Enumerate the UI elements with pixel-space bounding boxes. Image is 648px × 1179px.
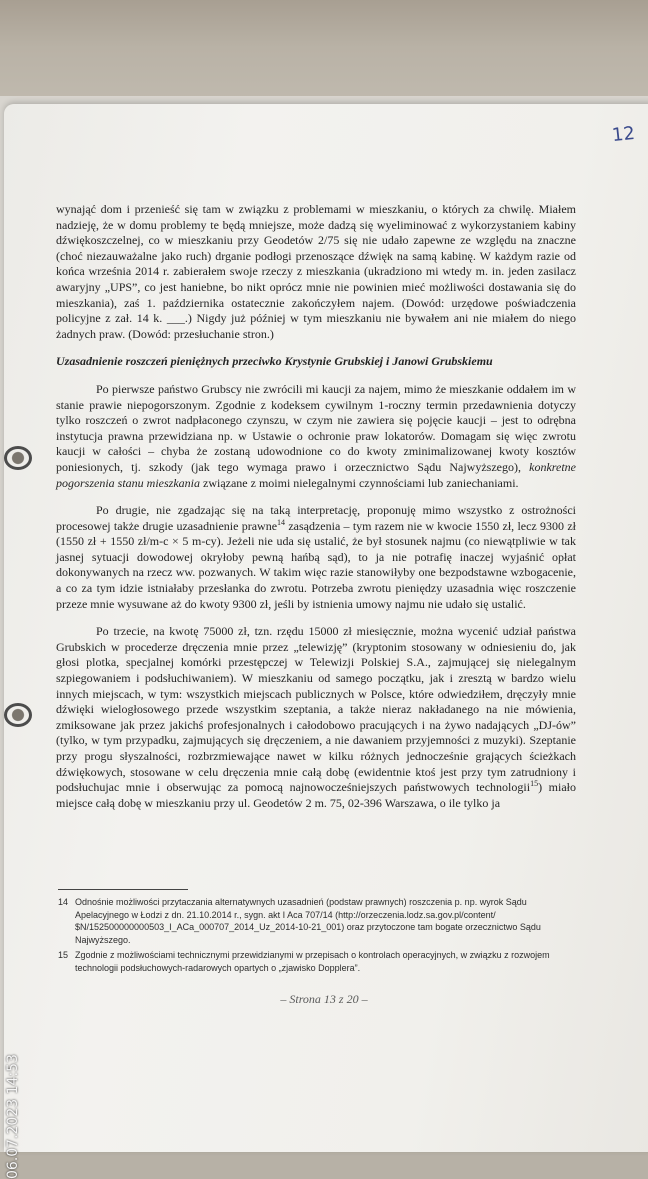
handwritten-page-number: 12 (610, 122, 636, 147)
footnote-14: 14 Odnośnie możliwości przytaczania alternatywnych uzasadnień (podstaw prawnych) roszczenia p. np. wyrok Sądu Apelacyjnego w Łodzi z dn. 21.10.2014 r., sygn. akt I Aca 707/14 (http://orzeczenia.lodz.sa.gov.pl/content/ $N/152500000000503_I_ACa_000707_2014_Uz_2014-10-21_001) oraz przytoczone tam bogate orzecznictwo Sądu Najwyższego. (58, 897, 541, 945)
section-heading: Uzasadnienie roszczeń pieniężnych przeciwko Krystynie Grubskiej i Janowi Grubskiemu (56, 354, 493, 369)
paragraph-third-claim: Po trzecie, na kwotę 75000 zł, tzn. rzędu 15000 zł miesięcznie, można wycenić udział państwa Grubskich w procederze dręczenia mnie przez „telewizję” (kryptonim stosowany w odniesieniu do, jak głosi plotka, specjalnej komórki przestępczej w Telewizji Polskiej S.A., zajmującej się nielegalnym szpiegowaniem i podsłuchiwaniem). W mieszkaniu od samego początku, jak i zresztą w bardzo wielu innych miejscach, w tym: wszystkich miejscach publicznych w Polsce, które odwiedziłem, dręczyły mnie dźwięki wielogłosowego przede wszystkim szeptania, a także nieraz nakładanego na nie mówienia, zmiksowane jak przez jakichś profesjonalnych i całodobowo pracujących i na żywo nadających „DJ-ów” (tylko, w tym przypadku, zajmujących się dręczeniem, a nie dawaniem przyjemności z muzyki). Szeptanie przy progu słyszalności, rozbrzmiewające nawet w kilku różnych jednocześnie grających ścieżkach dźwiękowych, stosowane w celu dręczenia mnie całą dobę (ewidentnie ktoś jest przy tym zatrudniony i podsłuchujac mnie i obserwując za pomocą najnowocześniejszych państwowych technologii$^{15}$) miało miejsce całą dobę w mieszkaniu przy ul. Geodetów 2 m. 75, 02-396 Warszawa, o ile tylko ja (56, 624, 576, 810)
paragraph-first-claim: Po pierwsze państwo Grubscy nie zwrócili mi kaucji za najem, mimo że mieszkanie oddałem im w stanie prawie niepogorszonym. Zgodnie z kodeksem cywilnym 1-roczny termin przedawnienia dotyczy tylko roszczeń o zwrot nadpłaconego czynszu, w czym nie zawiera się pojęcie kaucji – jest to odrębna instytucja prawna przewidziana np. w Ustawie o ochronie praw lokatorów. Domagam się więc zwrotu kaucji w całości – chyba że zostaną udowodnione co do kwoty zminimalizowanej kwoty kosztów poniesionych, tj. szkody (jak tego wymaga prawo i orzecznictwo Sądu Najwyższego), konkretne pogorszenia stanu mieszkania związane z moimi nielegalnymi czynnościami lub zaniechaniami. (56, 381, 576, 490)
footnote-15: 15 Zgodnie z możliwościami technicznymi przewidzianymi w przepisach o kontrolach operacyjnych, w związku z rozwojem technologii podsłuchowych-radarowych opartych o „zjawisko Dopplera”. (58, 950, 550, 973)
binder-hole-icon (4, 446, 32, 470)
footnote-ref-15: 15 (530, 779, 539, 789)
footnotes (58, 896, 578, 978)
page-footer: – Strona 13 z 20 – (280, 992, 368, 1006)
paragraph-continued: wynająć dom i przenieść się tam w związku z problemami w mieszkaniu, o których za chwilę. Miałem nadzieję, że w domu problemy te będą mniejsze, może dadzą się wyeliminować z wykorzystaniem kabiny dźwiękoszczelnej, co w mieszkaniu przy Geodetów 2/75 się nie udało zapewne ze względu na znaczne (choć niezauważalne jako ruch) drganie podłogi przenoszące dźwięk na samą kabinę. W każdym razie od końca września 2014 r. zabierałem swoje rzeczy z mieszkania (ukradziono mi wtedy m. in. jeden zasilacz awaryjny „UPS”, co jest haniebne, bo nikt oprócz mnie nie powinien mieć możliwości dostawania się do mieszkania), zaś 1. października ostatecznie zakończyłem najem. (Dowód: urzędowe poświadczenia policyjne z zał. 14 k. ___.) Nigdy już później w tym mieszkaniu nie bywałem ani nie miałem do niego żadnych praw. (Dowód: przesłuchanie stron.) (56, 202, 576, 341)
footnote-ref-14: 14 (277, 517, 286, 527)
photo-timestamp: 06.07.2023 14:53 (5, 1054, 21, 1179)
paragraph-second-claim: Po drugie, nie zgadzając się na taką interpretację, proponuję mimo wszystko z ostrożności procesowej także drugie uzasadnienie prawne$^{14}$ zasądzenia – tym razem nie w kwocie 1550 zł, lecz 9300 zł (1550 zł + 1550 zł/m-c × 5 m-cy). Jeżeli nie uda się ustalić, że był stosunek najmu (co niewątpliwie w tak jasnej sytuacji dowodowej okryłoby pewną hańbą sąd), to ja nie potrafię inaczej wyjaśnić opłat dokonywanych na rzecz ww. pozwanych. W takim więc razie stanowiłyby one bezpodstawne wzbogacenie, a co za tym idzie istniałaby przesłanka do zwrotu. Potrzeba zwrotu pieniędzy uzasadnia więc roszczenie przeze mnie wysuwane aż do kwoty 9300 zł, jeśli by istnienia umowy najmu nie udało się ustalić. (56, 503, 576, 611)
footnote-divider (58, 889, 188, 890)
document-body (56, 202, 576, 823)
binder-hole-icon (4, 703, 32, 727)
